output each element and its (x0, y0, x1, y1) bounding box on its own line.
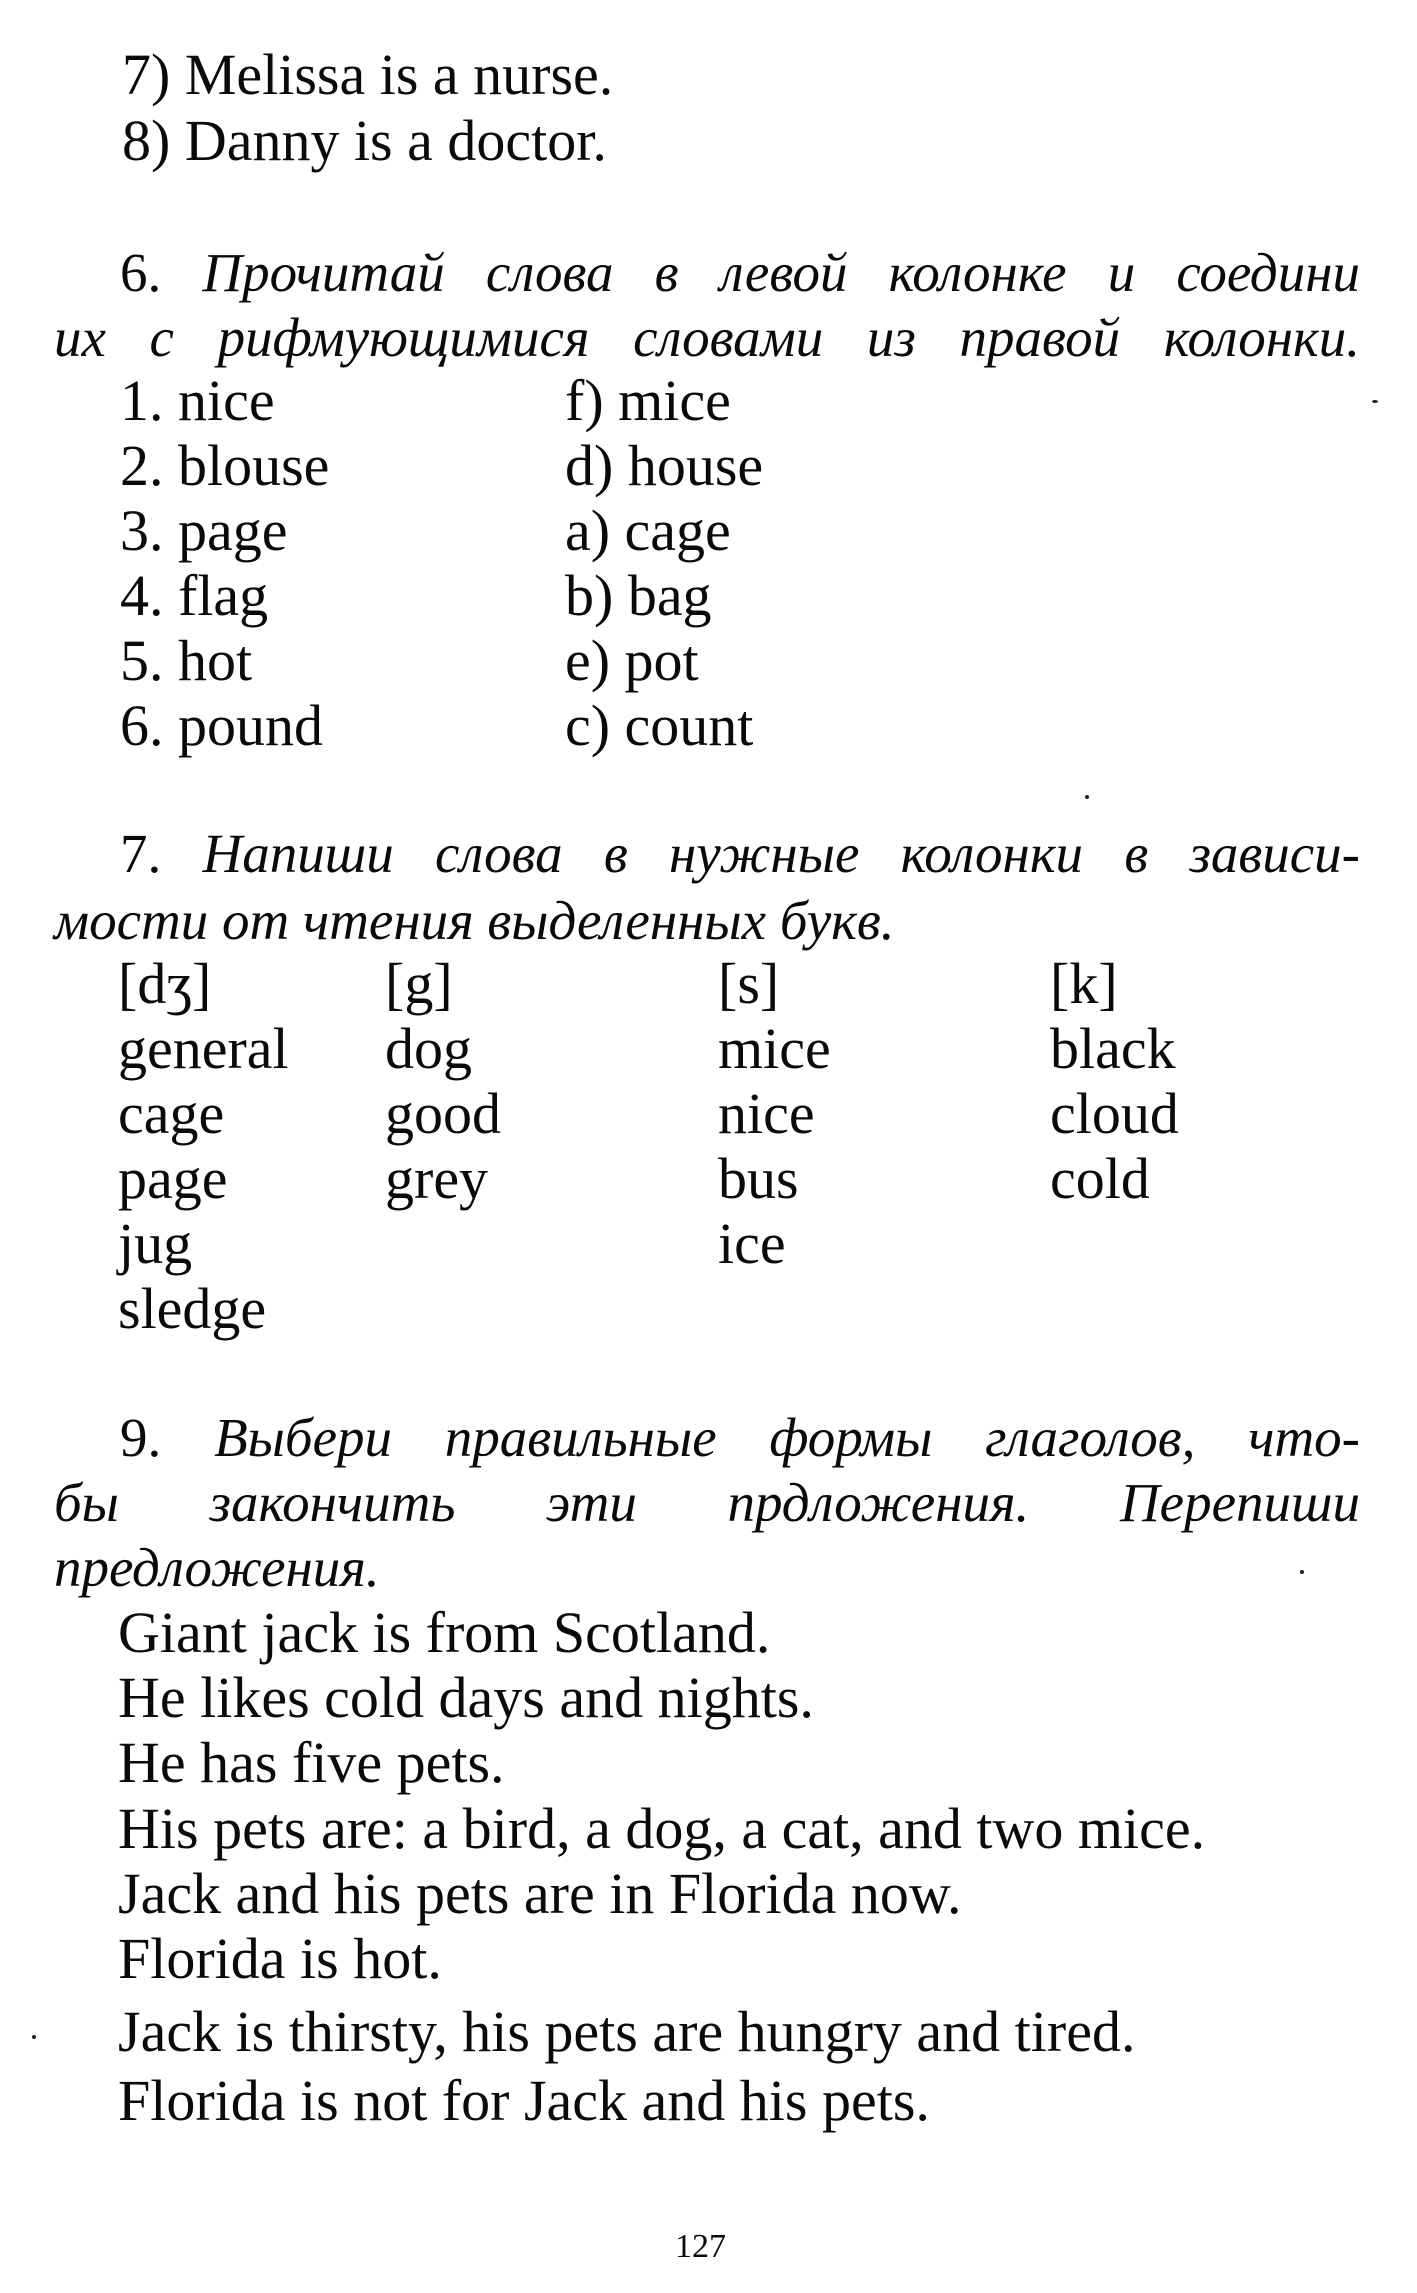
task9-sentence-2: He likes cold days and nights. (118, 1665, 814, 1730)
task9-instruction-line-3: предложения. (54, 1537, 380, 1598)
task6-left-word-5: 5. hot (120, 628, 253, 693)
answer-line-8: 8) Danny is a doctor. (122, 108, 607, 173)
task7-col3-header: [s] (718, 951, 780, 1016)
task6-left-word-2: 2. blouse (120, 433, 330, 498)
scan-speck (1085, 795, 1089, 799)
scan-speck (32, 2035, 36, 2039)
task9-instruction-text: Выбери правильные формы глаголов, что- (214, 1407, 1360, 1468)
task9-sentence-8: Florida is not for Jack and his pets. (118, 2068, 930, 2133)
task6-left-word-6: 6. pound (120, 693, 323, 758)
task6-right-word-3: a) cage (565, 498, 731, 563)
task9-sentence-3: He has five pets. (118, 1730, 505, 1795)
task9-sentence-7: Jack is thirsty, his pets are hungry and tired. (118, 1999, 1136, 2064)
answer-line-7: 7) Melissa is a nurse. (122, 42, 614, 107)
task6-right-word-6: c) count (565, 693, 754, 758)
task7-number: 7. (120, 823, 162, 884)
task7-col1-word-5: sledge (118, 1276, 267, 1341)
task9-sentence-4: His pets are: a bird, a dog, a cat, and two mice. (118, 1796, 1206, 1861)
task9-sentence-5: Jack and his pets are in Florida now. (118, 1861, 962, 1926)
task7-col3-word-1: mice (718, 1016, 831, 1081)
scan-speck (1372, 400, 1378, 403)
task9-sentence-1: Giant jack is from Scotland. (118, 1600, 771, 1665)
task6-instruction-text: Прочитай слова в левой колонке и соедини (202, 242, 1361, 303)
task7-col4-word-3: cold (1050, 1146, 1150, 1211)
task6-left-word-3: 3. page (120, 498, 288, 563)
task7-col3-word-2: nice (718, 1081, 815, 1146)
task7-col1-word-2: cage (118, 1081, 225, 1146)
task7-col2-word-2: good (385, 1081, 501, 1146)
task7-col1-word-4: jug (118, 1211, 193, 1276)
task7-col4-word-2: cloud (1050, 1081, 1179, 1146)
task6-instruction-line-1 (120, 242, 1361, 303)
task6-right-word-2: d) house (565, 433, 764, 498)
task7-col2-word-1: dog (385, 1016, 472, 1081)
task7-col4-header: [k] (1050, 951, 1118, 1016)
task9-instruction-line-2: бы закончить эти прдложения. Перепиши (54, 1472, 1360, 1533)
task7-col4-word-1: black (1050, 1016, 1176, 1081)
task7-col1-word-1: general (118, 1016, 289, 1081)
task7-col2-header: [g] (385, 951, 453, 1016)
task6-number: 6. (120, 242, 162, 303)
task9-number: 9. (120, 1407, 162, 1468)
task6-left-word-4: 4. flag (120, 563, 269, 628)
task6-right-word-5: e) pot (565, 628, 699, 693)
task7-instruction-line-1 (120, 823, 1360, 884)
task6-left-word-1: 1. nice (120, 368, 275, 433)
page-number: 127 (675, 2228, 726, 2265)
task9-instruction-line-1 (120, 1407, 1360, 1468)
task6-right-word-4: b) bag (565, 563, 712, 628)
task7-col1-word-3: page (118, 1146, 228, 1211)
scan-speck (1300, 1570, 1304, 1574)
task7-col1-header: [dʒ] (118, 951, 212, 1016)
task7-col3-word-3: bus (718, 1146, 799, 1211)
task9-sentence-6: Florida is hot. (118, 1926, 442, 1991)
task6-right-word-1: f) mice (565, 368, 731, 433)
task7-instruction-line-2: мости от чтения выделенных букв. (54, 890, 895, 951)
task7-col3-word-4: ice (718, 1211, 786, 1276)
task7-col2-word-3: grey (385, 1146, 489, 1211)
task7-instruction-text: Напиши слова в нужные колонки в зависи- (202, 823, 1360, 884)
task6-instruction-line-2: их с рифмующимися словами из правой колонки. (54, 307, 1360, 368)
